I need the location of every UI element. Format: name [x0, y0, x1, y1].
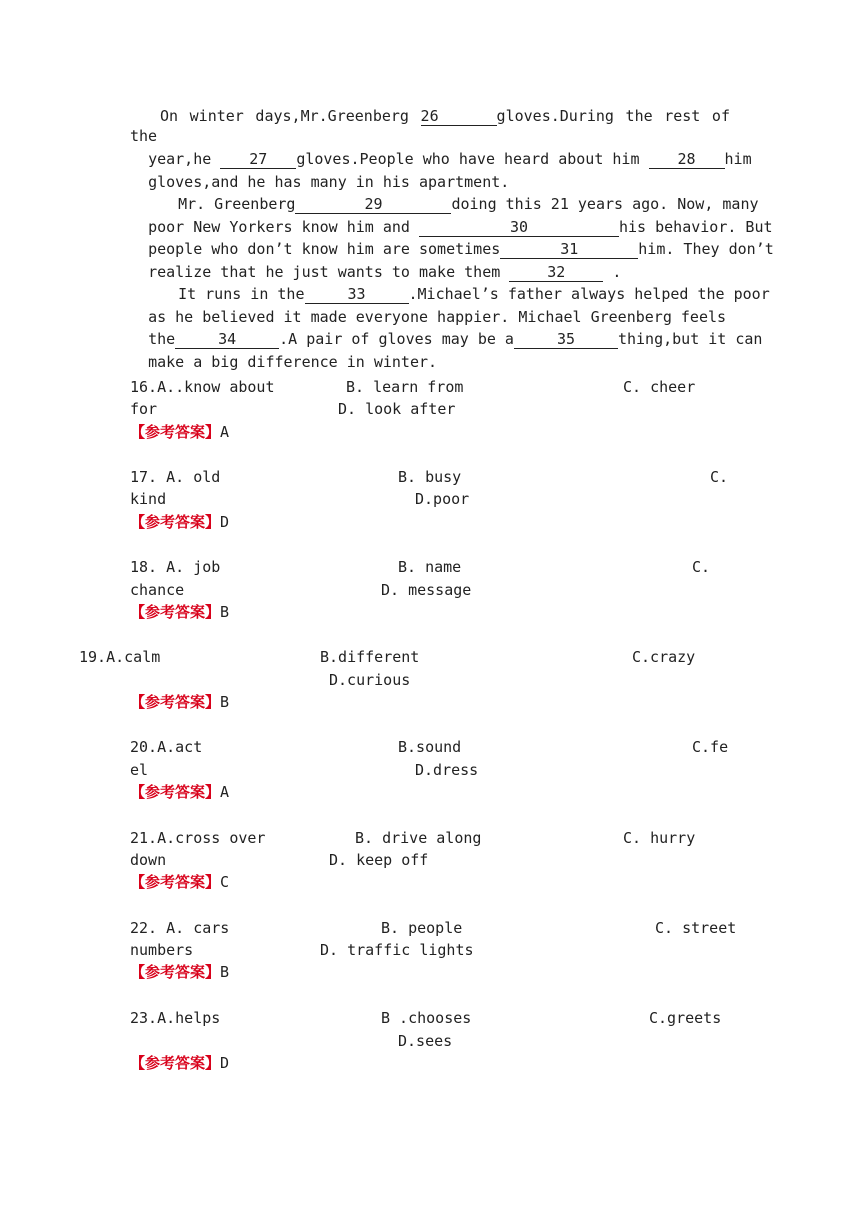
option-a: 22. A. cars: [130, 919, 230, 937]
passage-line: [130, 332, 437, 372]
blank-29: 29: [295, 195, 451, 214]
option-b: B. name: [398, 558, 462, 576]
passage-text: Mr. Greenberg: [178, 195, 296, 213]
answer-tag: 【参考答案】: [130, 423, 221, 441]
answer-value: D: [220, 1054, 230, 1072]
answer-line: [130, 872, 229, 892]
blank-27: 27: [220, 150, 296, 169]
answer-line: [130, 602, 229, 622]
answer-line: [130, 422, 229, 442]
passage-text: make a big difference in winter.: [148, 353, 438, 371]
passage-text: gloves.During the rest of the: [130, 107, 730, 145]
passage-text: him: [724, 150, 752, 168]
passage-text: It runs in the: [178, 285, 305, 303]
option-d: D. message: [381, 581, 472, 599]
answer-value: C: [220, 873, 230, 891]
option-b: B. people: [381, 919, 463, 937]
option-a: 18. A. job: [130, 558, 221, 576]
passage-text: his behavior. But: [619, 218, 773, 236]
passage-text: year,he: [148, 150, 221, 168]
option-c-wrap: chance: [130, 581, 185, 599]
blank-26: 26: [421, 107, 497, 126]
passage-text: poor New Yorkers know him and: [148, 218, 419, 236]
blank-31: 31: [500, 240, 638, 259]
option-d: D.sees: [398, 1032, 453, 1050]
option-c: C.crazy: [632, 648, 696, 666]
passage-text: .: [603, 263, 622, 281]
passage-text: people who don’t know him are sometimes: [148, 240, 501, 258]
option-c: C.greets: [649, 1009, 722, 1027]
option-c: C. hurry: [623, 829, 696, 847]
option-c: C.fe: [692, 738, 729, 756]
answer-value: D: [220, 513, 230, 531]
option-c-wrap: el: [130, 761, 149, 779]
passage-text: doing this 21 years ago. Now, many: [451, 195, 759, 213]
option-b: B. busy: [398, 468, 462, 486]
option-b: B. learn from: [346, 378, 464, 396]
option-c: C.: [692, 558, 711, 576]
option-b: B .chooses: [381, 1009, 472, 1027]
answer-tag: 【参考答案】: [130, 1054, 221, 1072]
blank-32: 32: [509, 263, 603, 282]
option-a: 16.A..know about: [130, 378, 275, 396]
passage-text: .A pair of gloves may be a: [279, 330, 514, 348]
option-d: D.curious: [329, 671, 411, 689]
option-d: D. keep off: [329, 851, 429, 869]
answer-value: B: [220, 963, 230, 981]
passage-text: realize that he just wants to make them: [148, 263, 510, 281]
blank-30: 30: [419, 218, 619, 237]
answer-tag: 【参考答案】: [130, 693, 221, 711]
blank-28: 28: [649, 150, 725, 169]
option-a: 21.A.cross over: [130, 829, 266, 847]
answer-line: [130, 962, 229, 982]
option-a: 20.A.act: [130, 738, 203, 756]
option-b: B.sound: [398, 738, 462, 756]
answer-tag: 【参考答案】: [130, 603, 221, 621]
option-d: D.poor: [415, 490, 470, 508]
answer-line: [130, 1053, 229, 1073]
option-d: D.dress: [415, 761, 479, 779]
blank-33: 33: [305, 285, 409, 304]
option-c-wrap: numbers: [130, 941, 194, 959]
answer-line: [130, 782, 229, 802]
answer-tag: 【参考答案】: [130, 963, 221, 981]
passage-text: .Michael’s father always helped the poor: [408, 285, 770, 303]
answer-line: [130, 512, 229, 532]
option-c: C.: [710, 468, 729, 486]
answer-line: [130, 692, 229, 712]
answer-value: B: [220, 693, 230, 711]
passage-text: thing,but it can: [617, 330, 763, 348]
option-c: C. cheer: [623, 378, 696, 396]
option-a: 19.A.calm: [79, 648, 161, 666]
option-a: 23.A.helps: [130, 1009, 221, 1027]
passage-text: the: [148, 330, 176, 348]
passage-text: gloves.People who have heard about him: [296, 150, 649, 168]
option-c-wrap: kind: [130, 490, 167, 508]
option-b: B.different: [320, 648, 420, 666]
passage-text: On winter days,Mr.Greenberg: [160, 107, 421, 125]
answer-value: A: [220, 783, 230, 801]
answer-value: A: [220, 423, 230, 441]
option-a: 17. A. old: [130, 468, 221, 486]
option-c-wrap: for: [130, 400, 158, 418]
answer-tag: 【参考答案】: [130, 783, 221, 801]
answer-tag: 【参考答案】: [130, 873, 221, 891]
passage-text: gloves,and he has many in his apartment.: [148, 173, 510, 191]
option-b: B. drive along: [355, 829, 482, 847]
blank-34: 34: [175, 330, 279, 349]
option-c-wrap: down: [130, 851, 167, 869]
option-d: D. traffic lights: [320, 941, 474, 959]
option-d: D. look after: [338, 400, 456, 418]
blank-35: 35: [514, 330, 618, 349]
passage-text: him. They don’t: [638, 240, 774, 258]
option-c: C. street: [655, 919, 737, 937]
answer-value: B: [220, 603, 230, 621]
answer-tag: 【参考答案】: [130, 513, 221, 531]
passage-text: as he believed it made everyone happier. Michael Greenberg feels: [148, 308, 727, 326]
